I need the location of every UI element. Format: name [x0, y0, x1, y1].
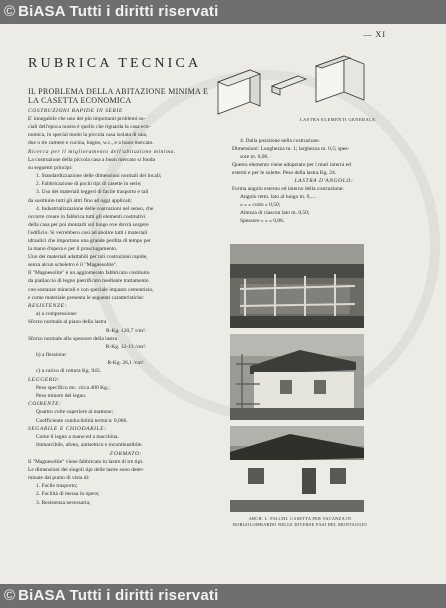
text-line: COSTRUZIONI RAPIDE IN SERIE — [28, 108, 123, 114]
construction-photo-foundation — [230, 244, 364, 328]
copyright-watermark-top — [4, 0, 218, 24]
text-line: 3. Resistenza necessaria; — [36, 499, 91, 506]
text-line: sore m. 0,06. — [240, 154, 269, 160]
page-title: RUBRICA TECNICA — [28, 56, 202, 71]
text-line: Coefficiente conducibilità termica: 0,066. — [36, 417, 128, 424]
left-column-text — [28, 107, 224, 508]
article-subtitle: IL PROBLEMA DELLA ABITAZIONE MINIMA E LA CASETTA ECONOMICA — [28, 87, 209, 105]
text-line: R-Kg. 120,7 /cm². — [106, 327, 146, 334]
text-line: Le dimensioni dei singoli tipi delle lastre sono deter- — [28, 467, 144, 474]
text-line: 4. Industrializzazione delle costruzioni nel senso, che — [36, 205, 154, 212]
text-line: Peso specifico mc. circa 400 Kg.; — [36, 384, 110, 391]
copyright-banner-top — [0, 0, 446, 24]
text-line: idraulici che importano una grande perdita di tempo per — [28, 238, 151, 244]
construction-photo-walls — [230, 334, 364, 420]
text-line: R-Kg. 26,1 /cm². — [107, 359, 145, 366]
text-line: Dimensioni: Lunghezza m. 1; larghezza m. 0,5; spes- — [232, 146, 350, 152]
text-line: LEGGERO: — [28, 376, 60, 383]
text-line: RESISTENZE: — [28, 303, 67, 310]
text-line: l'edificio. Si verrebbero così ad abolire tutti i materiali — [28, 229, 148, 236]
text-line: esterni e per le solette. Peso della lastra Kg. 24. — [232, 170, 337, 176]
text-line: minate dal punto di vista di: — [28, 475, 90, 482]
text-line: COIBENTE: — [28, 401, 62, 408]
page-number: — XI — [364, 30, 386, 39]
text-line: la mano d'opera e per il prosciugamento. — [28, 246, 118, 253]
copyright-watermark-bottom — [4, 584, 218, 608]
text-line: della casa per poi montarli sul luogo ove dovrà sorgere — [28, 221, 149, 228]
text-line: con sostanze minerali e con speciale impasto cementizio, — [28, 286, 154, 293]
text-line: occorre creare in fabbrica tutti gli elementi costitutivi — [28, 213, 146, 220]
text-line: Questo elemento viene adoperato per i muri interni ed — [232, 162, 351, 168]
text-line: Peso minore del legno. — [36, 392, 87, 399]
text-line: senza alcun scheletro è il "Magnesolite". — [28, 262, 118, 269]
text-line: E' innegabile che uno dei più importanti problemi so- — [28, 116, 146, 123]
text-line: a) a compressione: — [36, 311, 78, 318]
text-line: 1. Standardizzazione delle dimensioni normali dei locali; — [36, 173, 162, 180]
text-line: due o tre camere e cucina, bagno, w.c., e a buon mercato. — [28, 140, 154, 147]
copyright-banner-bottom — [0, 584, 446, 608]
text-line: Come il legno a mano ed a macchina. — [36, 434, 119, 441]
text-line: su seguenti principi: — [28, 165, 73, 172]
panel-elements-drawing — [210, 52, 370, 122]
text-line: Il "Magnesolite" viene fabbricato in lastre di tre tipi. — [28, 459, 144, 466]
copyright-text: BiASA Tutti i diritti riservati — [18, 587, 219, 604]
text-line: FORMATO: — [110, 450, 142, 457]
text-line: ciali dell'epoca nostra è quello che riguarda la casa eco- — [28, 124, 151, 131]
construction-photo-finished-house — [230, 426, 364, 512]
text-line: » » » corto » 0,50; — [240, 202, 281, 208]
copyright-text: BiASA Tutti i diritti riservati — [18, 3, 219, 20]
text-line: LASTRA D'ANGOLO: — [294, 178, 354, 184]
text-line: Sforzo normale al piano della lastra — [28, 319, 107, 326]
text-line: Altezza di ciascun lato m. 0,50; — [240, 210, 310, 216]
text-line: nomica, in special modo la piccola casa isolata di una, — [28, 132, 148, 139]
text-line: Quattro volte superiore al mattone; — [36, 409, 113, 416]
text-line: e come materiale presenta le seguenti caratteristiche: — [28, 294, 145, 301]
text-line: 2. Facilità di messa in opera; — [36, 491, 100, 498]
photo-caption: ARCH. L. FALCHI: CASETTA PER VACANZA IN BORGOLOMBARDO NELLE DIVERSE FASI DEL MONTAGGIO — [233, 516, 367, 527]
text-line: Forma angolo esterno ed interno della costruzione: — [232, 186, 344, 192]
text-line: Sforzo normale allo spessore della lastra — [28, 335, 118, 342]
text-line: Immarcibile, afono, antisettico e incombustibile. — [36, 442, 143, 449]
text-line: b) a flessione: — [36, 351, 67, 358]
text-line: Angolo retto, lato al lungo m. 0,.... — [240, 194, 317, 200]
text-line: 3. Uso dei materiali leggeri di facile trasporto e tali — [36, 189, 149, 196]
copyright-symbol: © — [4, 3, 16, 20]
text-line: 2. Fabbricazione di pochi tipi di casette in serie; — [36, 181, 142, 188]
text-line: Ricerca per il miglioramento dell'abitazione minima. — [28, 148, 176, 155]
text-line: 4. Dalla posizione nella costruzione. — [240, 138, 321, 144]
right-column-text — [232, 138, 416, 226]
text-line: Uno dei materiali adattabili per tali costruzioni rapide, — [28, 254, 148, 261]
text-line: Spessore » » » 0,06. — [240, 218, 285, 224]
text-line: c) a carico di rottura Kg. 943. — [36, 368, 102, 374]
figure-caption: LASTRA ELEMENTI GENERALE — [300, 117, 376, 122]
text-line: La costruzione della piccola casa a buon mercato si fonda — [28, 157, 155, 164]
text-line: Il "Magnesolite" è un agglomerato fabbricato costituito — [28, 270, 150, 277]
text-line: da sostituire tutti gli altri fino ad oggi applicati; — [28, 197, 133, 204]
text-line: R-Kg. 12-13 /cm². — [105, 343, 147, 350]
text-line: 1. Facile trasporto; — [36, 483, 78, 490]
text-line: da piallaccio di legno pietrificato mediante trattamento — [28, 278, 149, 285]
text-line: SEGABILE E CHIODABILE: — [28, 426, 107, 433]
copyright-symbol: © — [4, 587, 16, 604]
